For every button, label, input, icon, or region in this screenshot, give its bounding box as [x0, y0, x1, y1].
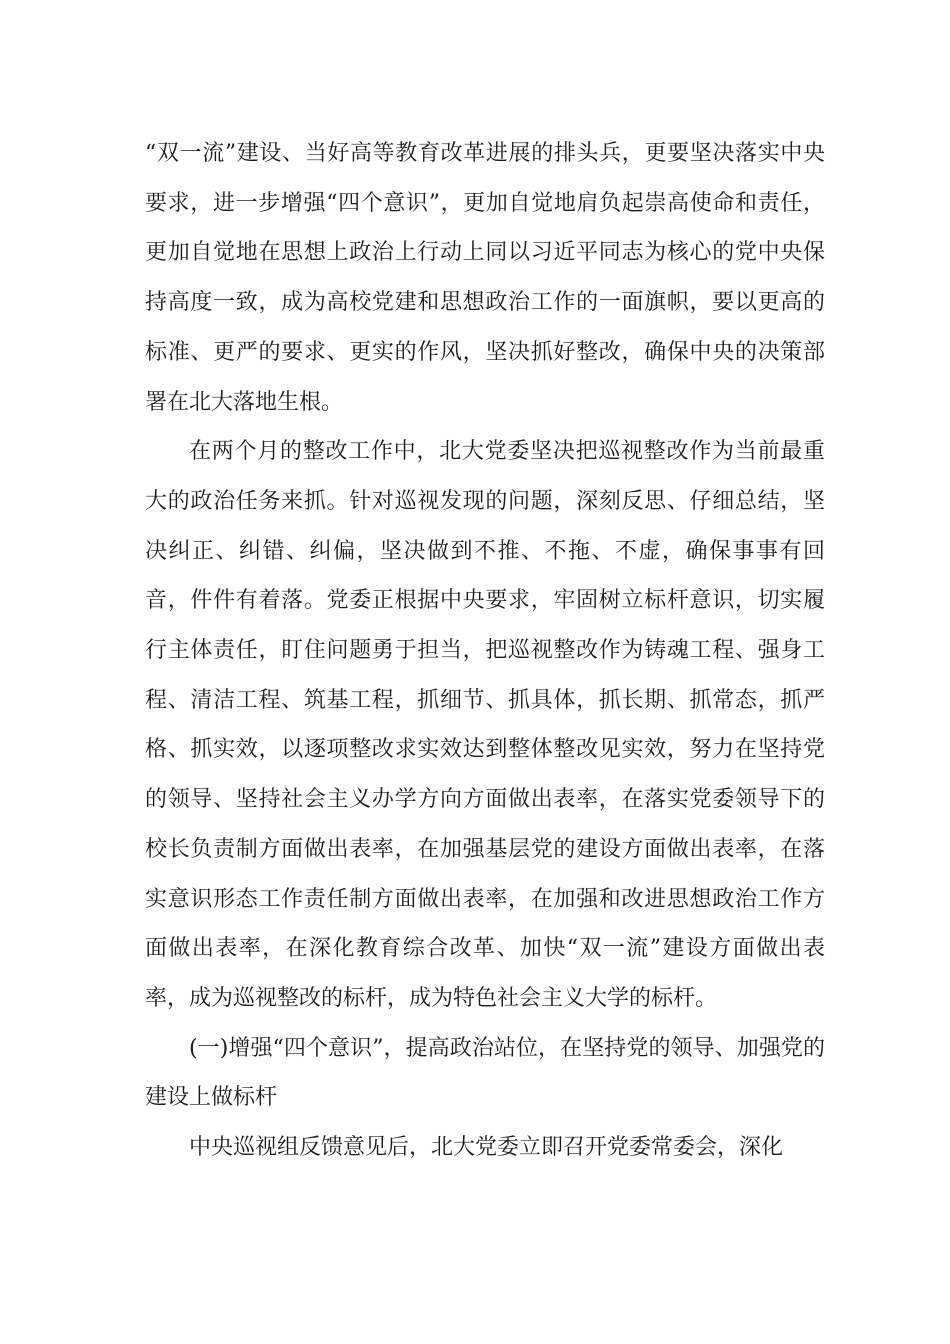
paragraph-inspection-feedback: 中央巡视组反馈意见后，北大党委立即召开党委常委会，深化: [189, 1135, 784, 1161]
section-heading-one: (一)增强“四个意识”，提高政治站位，在坚持党的领导、加强党的建设上做标杆: [145, 1035, 825, 1111]
paragraph-rectification-work: 在两个月的整改工作中，北大党委坚决把巡视整改作为当前最重大的政治任务来抓。针对巡视发现的问题，深刻反思、仔细总结，坚决纠正、纠错、纠偏，坚决做到不推、不拖、不虚，确保事事有回音，件件有着落。党委正根据中央要求，牢固树立标杆意识，切实履行主体责任，盯住问题勇于担当，把巡视整改作为铸魂工程、强身工程、清洁工程、筑基工程，抓细节、抓具体，抓长期、抓常态，抓严格、抓实效，以逐项整改求实效达到整体整改见实效，努力在坚持党的领导、坚持社会主义办学方向方面做出表率，在落实党委领导下的校长负责制方面做出表率，在加强基层党的建设方面做出表率，在落实意识形态工作责任制方面做出表率，在加强和改进思想政治工作方面做出表率，在深化教育综合改革、加快“双一流”建设方面做出表率，成为巡视整改的标杆，成为特色社会主义大学的标杆。: [145, 439, 825, 1011]
paragraph-continuation: “双一流”建设、当好高等教育改革进展的排头兵，更要坚决落实中央要求，进一步增强“四个意识”，更加自觉地肩负起崇高使命和责任，更加自觉地在思想上政治上行动上同以习近平同志为核心的党中央保持高度一致，成为高校党建和思想政治工作的一面旗帜，要以更高的标准、更严的要求、更实的作风，坚决抓好整改，确保中央的决策部署在北大落地生根。: [145, 141, 825, 415]
document-body: [145, 129, 825, 1173]
